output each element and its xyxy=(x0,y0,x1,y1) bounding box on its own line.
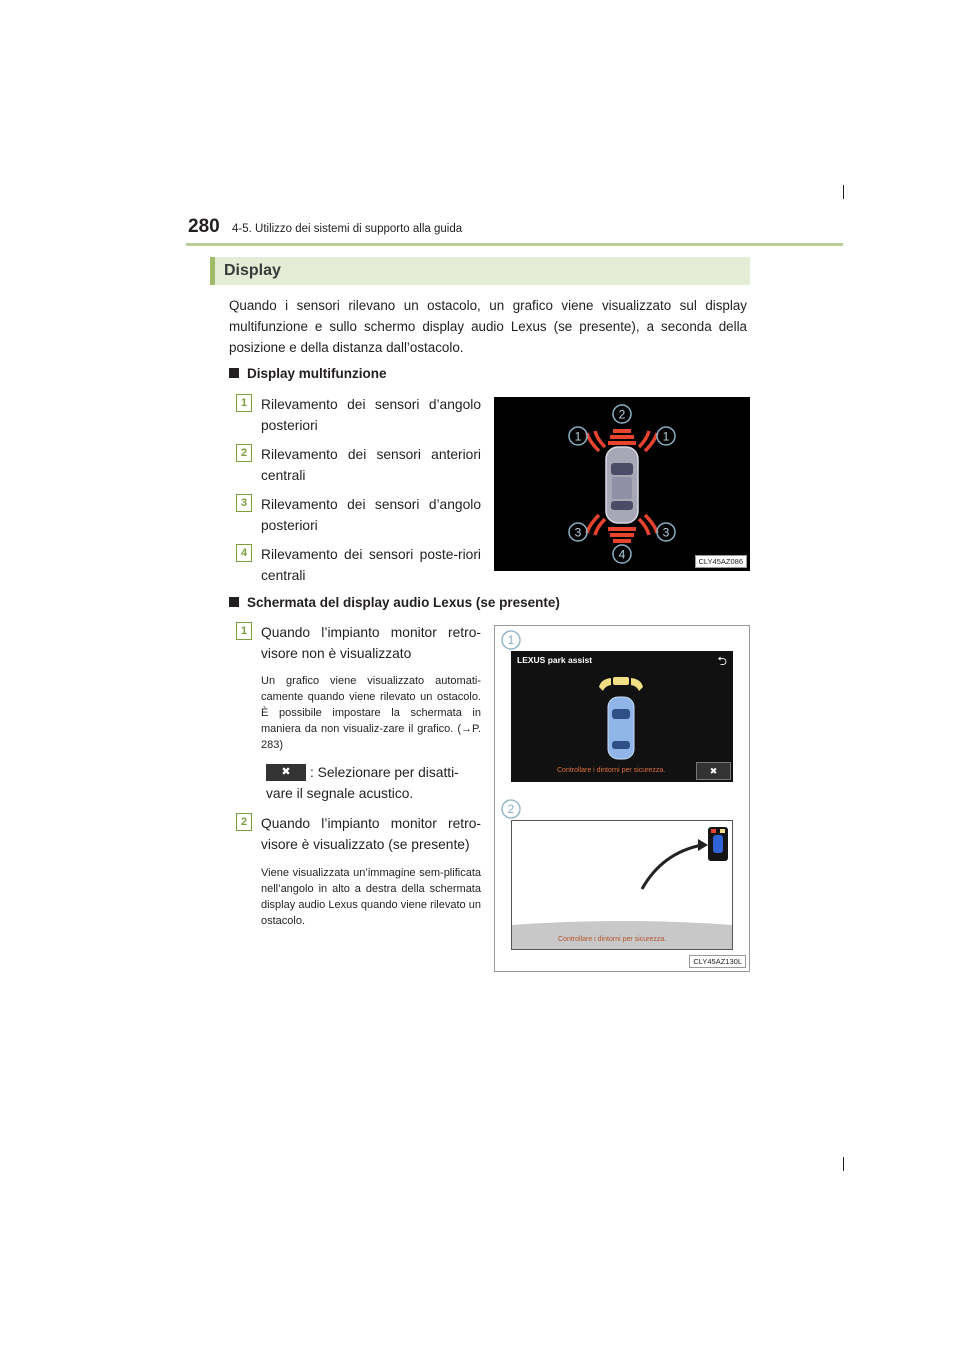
item-text: Rilevamento dei sensori d’angolo posteriori xyxy=(261,397,481,433)
chapter-title: 4-5. Utilizzo dei sistemi di supporto alla guida xyxy=(232,223,463,235)
item-note: Un grafico viene visualizzato automati-camente quando viene rilevato un ostacolo. È possibile impostare la schermata in maniera da non visualiz-zare il grafico. (→P. 283) xyxy=(261,675,481,751)
subheading-audio-display: Schermata del display audio Lexus (se presente) xyxy=(229,595,560,610)
crop-mark-bottom xyxy=(843,1157,844,1171)
section-accent xyxy=(210,257,215,285)
svg-text:1: 1 xyxy=(574,429,582,444)
item-text: Rilevamento dei sensori d’angolo posteriori xyxy=(261,497,481,533)
section-title: Display xyxy=(224,262,281,279)
item-number: 1 xyxy=(236,394,252,412)
callout-1-icon xyxy=(500,629,522,651)
page-number: 280 xyxy=(188,216,220,237)
audio-display-figure xyxy=(494,625,750,972)
svg-text:1: 1 xyxy=(662,429,670,444)
sound-off-button-row xyxy=(266,762,482,804)
intro-paragraph: Quando i sensori rilevano un ostacolo, un grafico viene visualizzato sul display multifunzione e sullo schermo display audio Lexus (se presente), a seconda della posizione e della distanza dall’ostacolo. xyxy=(229,298,747,355)
item-text: Rilevamento dei sensori anteriori centrali xyxy=(261,447,481,483)
button-description: : Selezionare per disatti-vare il segnale acustico. xyxy=(266,765,459,801)
warning-text: Controllare i dintorni per sicurezza. xyxy=(558,936,667,943)
multi-display-figure xyxy=(494,397,750,571)
rear-view-screen xyxy=(511,820,733,950)
item-note: Viene visualizzata un’immagine sem-plificata nell’angolo in alto a destra della schermata display audio Lexus quando viene rilevato un ostacolo. xyxy=(261,867,481,927)
figure-code: CLY45AZ130L xyxy=(689,955,746,968)
item-number: 4 xyxy=(236,544,252,562)
crop-mark-top xyxy=(843,185,844,199)
callout-2-icon xyxy=(500,798,522,820)
item-text: Quando l’impianto monitor retro-visore non è visualizzato xyxy=(261,625,481,661)
screen-title: LEXUS park assist xyxy=(517,655,593,665)
item-number: 1 xyxy=(236,622,252,640)
item-number: 2 xyxy=(236,813,252,831)
subheading-multi-display: Display multifunzione xyxy=(229,366,387,381)
section-bar xyxy=(210,257,750,285)
back-icon[interactable]: ⮌ xyxy=(717,654,727,668)
warning-text: Controllare i dintorni per sicurezza. xyxy=(557,767,666,774)
rear-view-graphic-icon xyxy=(512,821,732,949)
svg-text:3: 3 xyxy=(574,525,582,540)
sound-off-icon: ✖ xyxy=(266,764,306,781)
park-assist-screen xyxy=(511,651,733,782)
header-rule xyxy=(186,243,843,246)
item-number: 2 xyxy=(236,444,252,462)
svg-text:2: 2 xyxy=(507,802,515,816)
svg-text:1: 1 xyxy=(507,633,515,647)
svg-text:3: 3 xyxy=(662,525,670,540)
figure-code: CLY45AZ086 xyxy=(695,555,747,568)
svg-text:2: 2 xyxy=(618,407,626,422)
sensor-diagram-icon xyxy=(494,397,750,571)
svg-text:4: 4 xyxy=(618,547,626,562)
square-bullet-icon xyxy=(229,597,239,607)
item-text: Rilevamento dei sensori poste-riori centrali xyxy=(261,547,481,583)
sound-off-icon[interactable]: ✖ xyxy=(696,762,731,780)
item-text: Quando l’impianto monitor retro-visore è visualizzato (se presente) xyxy=(261,816,481,852)
car-top-view-icon xyxy=(591,675,651,775)
square-bullet-icon xyxy=(229,368,239,378)
item-number: 3 xyxy=(236,494,252,512)
